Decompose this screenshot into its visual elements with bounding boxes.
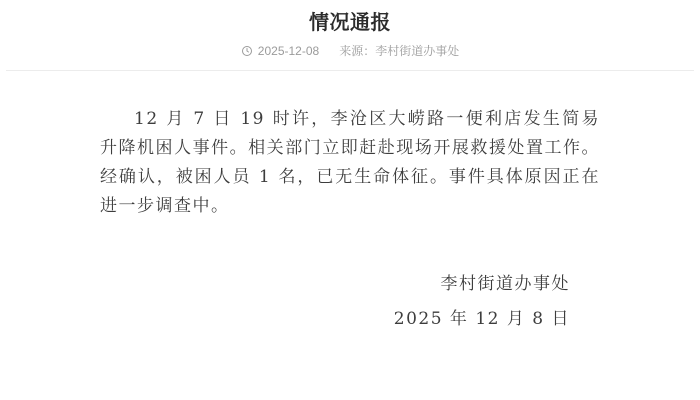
- article-source: [339, 44, 459, 58]
- article-header: [0, 0, 700, 58]
- publish-date: [241, 44, 319, 58]
- article-source-text: 来源：李村街道办事处: [339, 44, 460, 58]
- article-paragraph: 12 月 7 日 19 时许，李沧区大崂路一便利店发生简易升降机困人事件。相关部门立即赶赴现场开展救援处置工作。经确认，被困人员 1 名，已无生命体征。事件具体原因正在进一步调查中。: [100, 109, 600, 216]
- clock-icon: [241, 45, 253, 57]
- page-title: 情况通报: [309, 12, 391, 34]
- header-divider: [6, 70, 694, 71]
- publish-date-text: 2025-12-08: [257, 44, 320, 58]
- signature-date: 2025 年 12 月 8 日: [393, 309, 570, 329]
- article-meta: [0, 44, 700, 58]
- signature-org: 李村街道办事处: [440, 274, 570, 294]
- signature-block: [100, 267, 600, 337]
- article-body: [100, 105, 600, 337]
